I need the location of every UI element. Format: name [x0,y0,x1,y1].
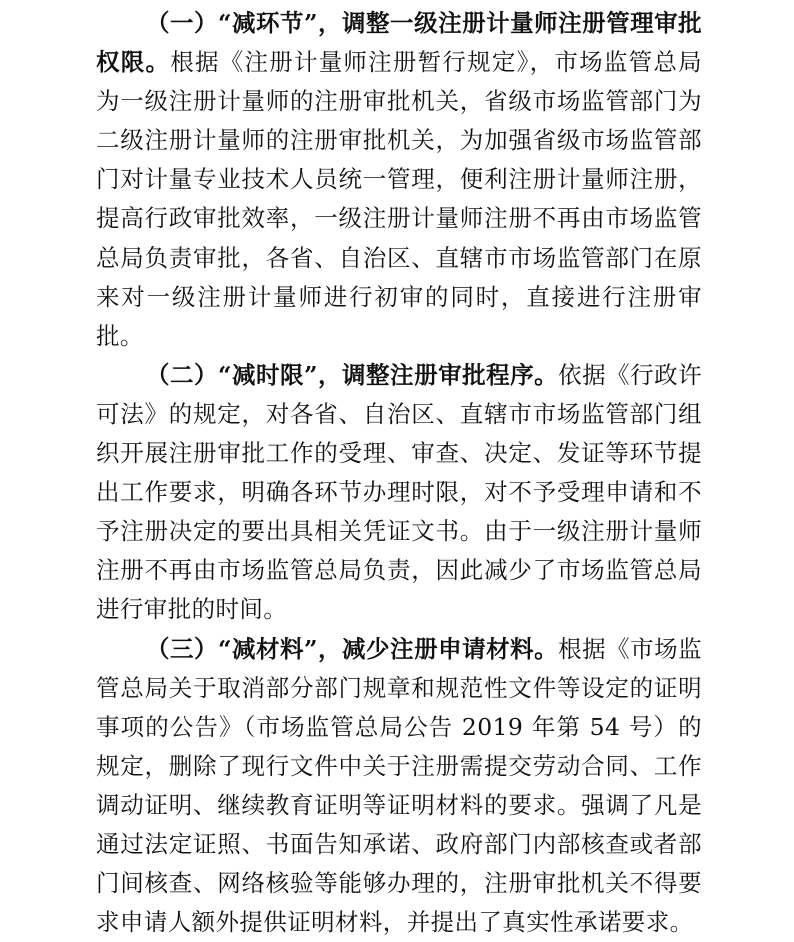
section-one [96,4,702,356]
section-one-heading: （一）“减环节”，调整一级注册计量师注册管理审批权限。 [96,9,702,76]
section-two-heading: （二）“减时限”，调整注册审批程序。 [146,361,558,389]
section-three-heading: （三）“减材料”，减少注册申请材料。 [146,635,558,663]
document-page [96,4,702,942]
section-three [96,630,702,942]
section-three-body: 根据《市场监管总局关于取消部分部门规章和规范性文件等设定的证明事项的公告》（市场监管总局公告 2019 年第 54 号）的规定，删除了现行文件中关于注册需提交劳动合同、工作调动证明、继续教育证明等证明材料的要求。强调了凡是通过法定证照、书面告知承诺、政府部门内部核查或者部门间核查、网络核验等能够办理的，注册审批机关不得要求申请人额外提供证明材料，并提出了真实性承诺要求。 [96,635,702,937]
section-two-body: 依据《行政许可法》的规定，对各省、自治区、直辖市市场监管部门组织开展注册审批工作的受理、审查、决定、发证等环节提出工作要求，明确各环节办理时限，对不予受理申请和不予注册决定的要出具相关凭证文书。由于一级注册计量师注册不再由市场监管总局负责，因此减少了市场监管总局进行审批的时间。 [96,361,702,624]
section-two [96,356,702,630]
section-one-body: 根据《注册计量师注册暂行规定》，市场监管总局为一级注册计量师的注册审批机关，省级市场监管部门为二级注册计量师的注册审批机关，为加强省级市场监管部门对计量专业技术人员统一管理，便利注册计量师注册，提高行政审批效率，一级注册计量师注册不再由市场监管总局负责审批，各省、自治区、直辖市市场监管部门在原来对一级注册计量师进行初审的同时，直接进行注册审批。 [96,48,702,350]
